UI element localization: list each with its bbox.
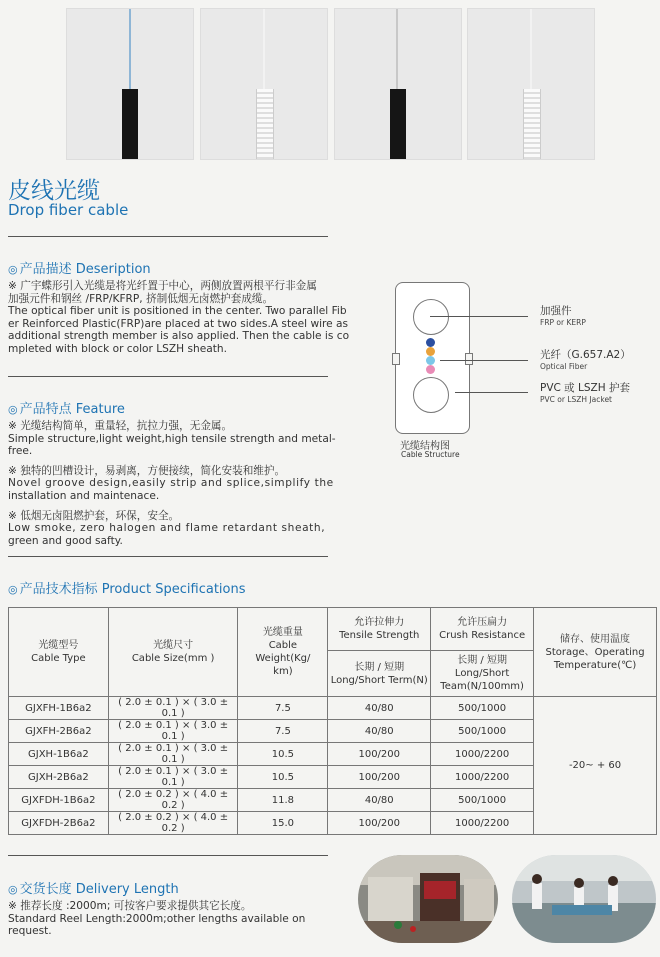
label-jacket-cn: PVC 或 LSZH 护套 — [540, 382, 630, 394]
factory-photo-1 — [358, 855, 498, 943]
header-cable-type: 光缆型号 Cable Type — [9, 608, 109, 697]
spec-table — [8, 607, 657, 835]
specs-heading: ◎ 产品技术指标 Product Specifications — [8, 582, 246, 597]
label-fiber-en: Optical Fiber — [540, 362, 588, 371]
factory-photo-2 — [512, 855, 656, 943]
header-cable-weight: 光缆重量 Cable Weight(Kg/ km) — [238, 608, 328, 697]
page-title-en: Drop fiber cable — [8, 201, 129, 219]
header-crush: 允许压扁力 Crush Resistance — [431, 608, 534, 651]
table-row: GJXH-2B6a2 ( 2.0 ± 0.1 ) × ( 3.0 ± 0.1 ) 10.5 100/200 1000/2200 — [9, 766, 657, 789]
fiber-dot — [426, 356, 435, 365]
description-text: ※ 广宇蝶形引入光缆是将光纤置于中心，两侧放置两根平行非金属 加强元件和钢丝 /FRP/KFRP, 挤制低烟无卤燃护套成缆。 The optical fiber unit is positioned in the center. Two parallel Fib er Reinforced Plastic(FRP)are placed at two sides.A steel wire as additional strength member is also applied. Then the cable is co mpleted with block or color LSZH sheath. — [8, 280, 350, 355]
table-row: GJXFDH-2B6a2 ( 2.0 ± 0.2 ) × ( 4.0 ± 0.2 ) 15.0 100/200 1000/2200 — [9, 812, 657, 835]
divider — [8, 556, 328, 557]
product-photo-3 — [334, 8, 462, 160]
features-text: ※ 光缆结构简单，重量轻，抗拉力强，无金属。 Simple structure,light weight,high tensile strength and metal-free. ※ 独特的凹槽设计，易剥离，方便接续，简化安装和维护。 Novel groove design,easily strip and splice,simplify the installation and maintenace. ※ 低烟无卤阻燃护套，环保，安全。 Low smoke, zero halogen and flame retardant sheath, green and good safty. — [8, 420, 336, 547]
features-heading: ◎ 产品特点 Feature — [8, 402, 125, 417]
divider — [8, 236, 328, 237]
product-photo-2 — [200, 8, 328, 160]
circle-bullet-icon: ◎ — [8, 263, 18, 276]
product-photo-1 — [66, 8, 194, 160]
circle-bullet-icon: ◎ — [8, 583, 18, 596]
label-strength-cn: 加强件 — [540, 305, 572, 317]
header-tensile: 允许拉伸力 Tensile Strength — [328, 608, 431, 651]
groove-right — [465, 353, 473, 365]
cable-structure-diagram — [395, 282, 470, 434]
table-row: GJXFDH-1B6a2 ( 2.0 ± 0.2 ) × ( 4.0 ± 0.2 ) 11.8 40/80 500/1000 — [9, 789, 657, 812]
product-photo-4 — [467, 8, 595, 160]
header-cable-size: 光缆尺寸 Cable Size(mm ) — [108, 608, 238, 697]
header-crush-sub: 长期 / 短期 Long/Short Team(N/100mm) — [431, 651, 534, 697]
divider — [8, 376, 328, 377]
leader-line — [430, 316, 528, 317]
divider — [8, 855, 328, 856]
strength-member-bottom — [413, 377, 449, 413]
leader-line — [455, 392, 528, 393]
header-tensile-sub: 长期 / 短期 Long/Short Term(N) — [328, 651, 431, 697]
circle-bullet-icon: ◎ — [8, 403, 18, 416]
temperature-value: -20~ + 60 — [534, 697, 657, 835]
circle-bullet-icon: ◎ — [8, 883, 18, 896]
header-temperature: 储存、使用温度 Storage、Operating Temperature(℃) — [534, 608, 657, 697]
description-heading: ◎ 产品描述 Deseription — [8, 262, 151, 277]
groove-left — [392, 353, 400, 365]
table-row: GJXFH-2B6a2 ( 2.0 ± 0.1 ) × ( 3.0 ± 0.1 ) 7.5 40/80 500/1000 — [9, 720, 657, 743]
page-title-cn: 皮线光缆 — [8, 178, 100, 204]
diagram-caption-cn: 光缆结构图 — [400, 441, 450, 452]
strength-member-top — [413, 299, 449, 335]
leader-line — [440, 360, 528, 361]
table-row: GJXFH-1B6a2 ( 2.0 ± 0.1 ) × ( 3.0 ± 0.1 ) 7.5 40/80 500/1000 -20~ + 60 — [9, 697, 657, 720]
table-row: GJXH-1B6a2 ( 2.0 ± 0.1 ) × ( 3.0 ± 0.1 ) 10.5 100/200 1000/2200 — [9, 743, 657, 766]
diagram-caption-en: Cable Structure — [401, 450, 460, 459]
delivery-heading: ◎ 交货长度 Delivery Length — [8, 882, 179, 897]
fiber-dot — [426, 365, 435, 374]
fiber-dot — [426, 338, 435, 347]
delivery-text: ※ 推荐长度 :2000m; 可按客户要求提供其它长度。 Standard Reel Length:2000m;other lengths available on request. — [8, 900, 306, 938]
label-jacket-en: PVC or LSZH Jacket — [540, 395, 612, 404]
label-fiber-cn: 光纤（G.657.A2） — [540, 349, 631, 361]
table-header-row — [9, 608, 657, 651]
fiber-dot — [426, 347, 435, 356]
label-strength-en: FRP or KERP — [540, 318, 586, 327]
